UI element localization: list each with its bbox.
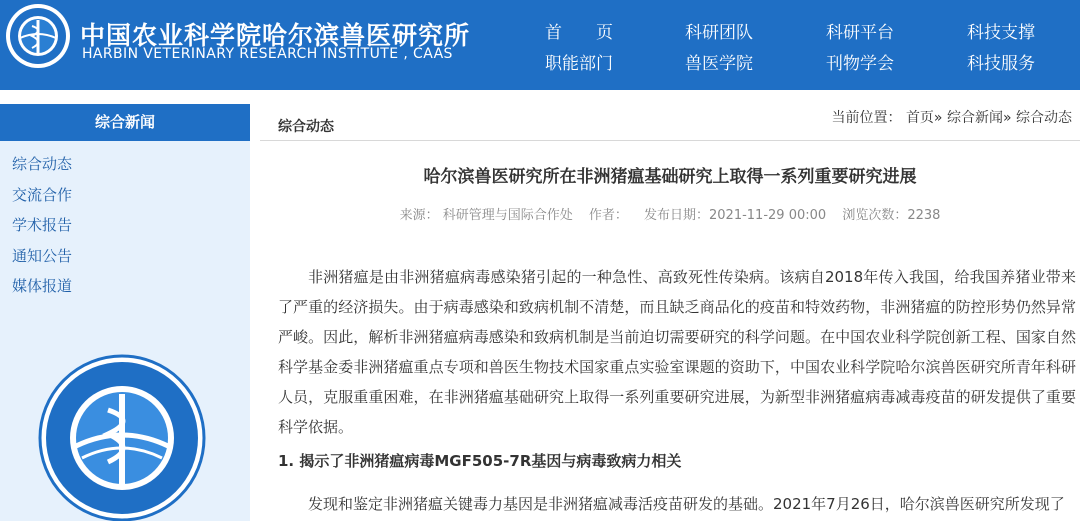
- nav-item-research-platforms[interactable]: 科研平台: [826, 23, 894, 43]
- site-title-cn[interactable]: 中国农业科学院哈尔滨兽医研究所: [80, 21, 471, 50]
- nav-item-research-teams[interactable]: 科研团队: [685, 23, 753, 43]
- nav-item-departments[interactable]: 职能部门: [545, 54, 613, 74]
- breadcrumb-prefix: 当前位置：: [831, 110, 902, 126]
- article-subheading: 1. 揭示了非洲猪瘟病毒MGF505-7R基因与病毒致病力相关: [278, 452, 682, 470]
- breadcrumb-general-news[interactable]: 综合新闻»: [946, 110, 1012, 126]
- meta-date: 发布日期：2021-11-29 00:00: [644, 208, 827, 223]
- article-paragraph: 发现和鉴定非洲猪瘟关键毒力基因是非洲猪瘟减毒活疫苗研发的基础。2021年7月26日，哈尔滨兽医研究所发现了: [308, 495, 1065, 513]
- sidebar-menu: [0, 141, 250, 306]
- sidebar-item-exchange[interactable]: 交流合作: [12, 185, 73, 204]
- nav-item-tech-support[interactable]: 科技支撑: [967, 23, 1035, 43]
- institute-emblem-icon[interactable]: [4, 2, 72, 70]
- sidebar: [0, 104, 250, 521]
- institute-seal-icon: [38, 354, 206, 521]
- nav-item-journals[interactable]: 刊物学会: [826, 54, 894, 74]
- sidebar-item-academic-reports[interactable]: 学术报告: [12, 216, 73, 234]
- sidebar-title: 综合新闻: [0, 104, 250, 141]
- site-header: [0, 0, 1080, 90]
- article-paragraph: 非洲猪瘟是由非洲猪瘟病毒感染猪引起的一种急性、高致死性传染病。该病自2018年传入我国，给我国养猪业带来了严重的经济损失。由于病毒感染和致病机制不清楚，而且缺乏商品化的疫苗和特效药物，非洲猪瘟的防控形势仍然异常严峻。因此，解析非洲猪瘟病毒感染和致病机制是当前迫切需要研究的科学问题。在中国农业科学院创新工程、国家自然科学基金委非洲猪瘟重点专项和兽医生物技术国家重点实验室课题的资助下，中国农业科学院哈尔滨兽医研究所青年科研人员，克服重重困难，在非洲猪瘟基础研究上取得一系列重要研究进展，为新型非洲猪瘟病毒减毒疫苗的研发提供了重要科学依据。: [278, 268, 1076, 436]
- nav-item-tech-services[interactable]: 科技服务: [967, 54, 1035, 74]
- article-meta: [260, 204, 1080, 223]
- sidebar-item-general-news[interactable]: 综合动态: [12, 155, 73, 173]
- nav-item-vet-college[interactable]: 兽医学院: [685, 54, 753, 74]
- meta-views: 浏览次数：2238: [842, 208, 941, 223]
- nav-item-home[interactable]: 首 页: [545, 23, 613, 43]
- breadcrumb-current[interactable]: 综合动态: [1016, 110, 1072, 126]
- section-bar: [260, 104, 1080, 141]
- meta-author: 作者：: [588, 208, 628, 223]
- article-title: 哈尔滨兽医研究所在非洲猪瘟基础研究上取得一系列重要研究进展: [423, 167, 917, 187]
- sidebar-item-media-reports[interactable]: 媒体报道: [12, 277, 73, 295]
- section-title: 综合动态: [278, 119, 334, 135]
- sidebar-item-notices[interactable]: 通知公告: [12, 246, 73, 265]
- breadcrumb-home[interactable]: 首页»: [905, 110, 943, 126]
- site-title-en: HARBIN VETERINARY RESEARCH INSTITUTE , CAAS: [82, 46, 453, 62]
- breadcrumb: [831, 107, 1072, 127]
- meta-source: 来源： 科研管理与国际合作处: [399, 208, 573, 223]
